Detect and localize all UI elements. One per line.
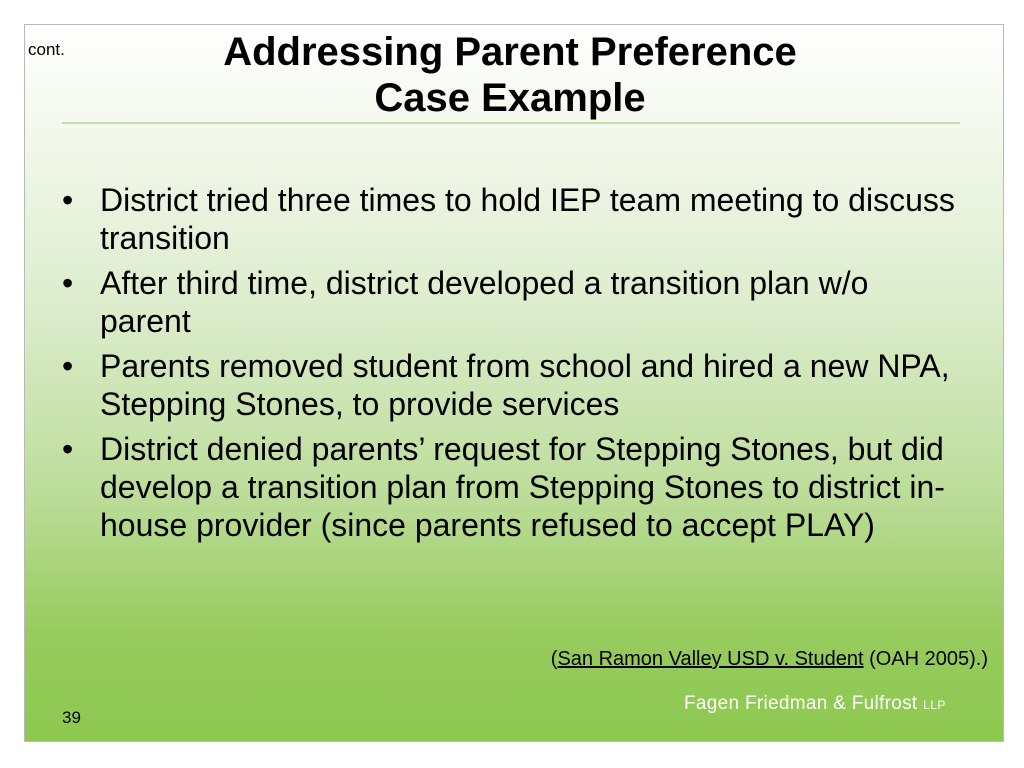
bullet-icon: •	[62, 265, 74, 301]
bullet-item	[60, 264, 960, 340]
slide-title-line-2: Case Example	[374, 76, 646, 120]
citation-court-year: (OAH 2005).)	[863, 648, 988, 670]
bullet-icon: •	[62, 348, 74, 384]
firm-name: Fagen Friedman & Fulfrost	[684, 693, 918, 714]
bullet-text: District denied parents’ request for Stepping Stones, but did develop a transition plan from Stepping Stones to district in-house provider (since parents refused to accept PLAY)	[100, 431, 945, 543]
firm-logo	[684, 693, 946, 715]
bullet-item	[60, 347, 960, 423]
bullet-list	[60, 181, 960, 551]
title-divider	[62, 122, 960, 124]
citation-case-link[interactable]: San Ramon Valley USD v. Student	[557, 648, 864, 670]
slide-title	[100, 29, 920, 121]
continued-label: cont.	[28, 40, 65, 59]
bullet-text: District tried three times to hold IEP team meeting to discuss transition	[100, 182, 955, 256]
page-number: 39	[62, 708, 81, 727]
bullet-icon: •	[62, 182, 74, 218]
slide-title-line-1: Addressing Parent Preference	[223, 30, 797, 74]
bullet-item	[60, 430, 960, 544]
bullet-text: Parents removed student from school and hired a new NPA, Stepping Stones, to provide services	[100, 348, 950, 422]
case-citation	[551, 648, 988, 671]
bullet-icon: •	[62, 431, 74, 467]
firm-suffix: LLP	[923, 698, 946, 712]
bullet-item	[60, 181, 960, 257]
citation-open-paren: (	[550, 648, 558, 670]
bullet-text: After third time, district developed a transition plan w/o parent	[100, 265, 869, 339]
